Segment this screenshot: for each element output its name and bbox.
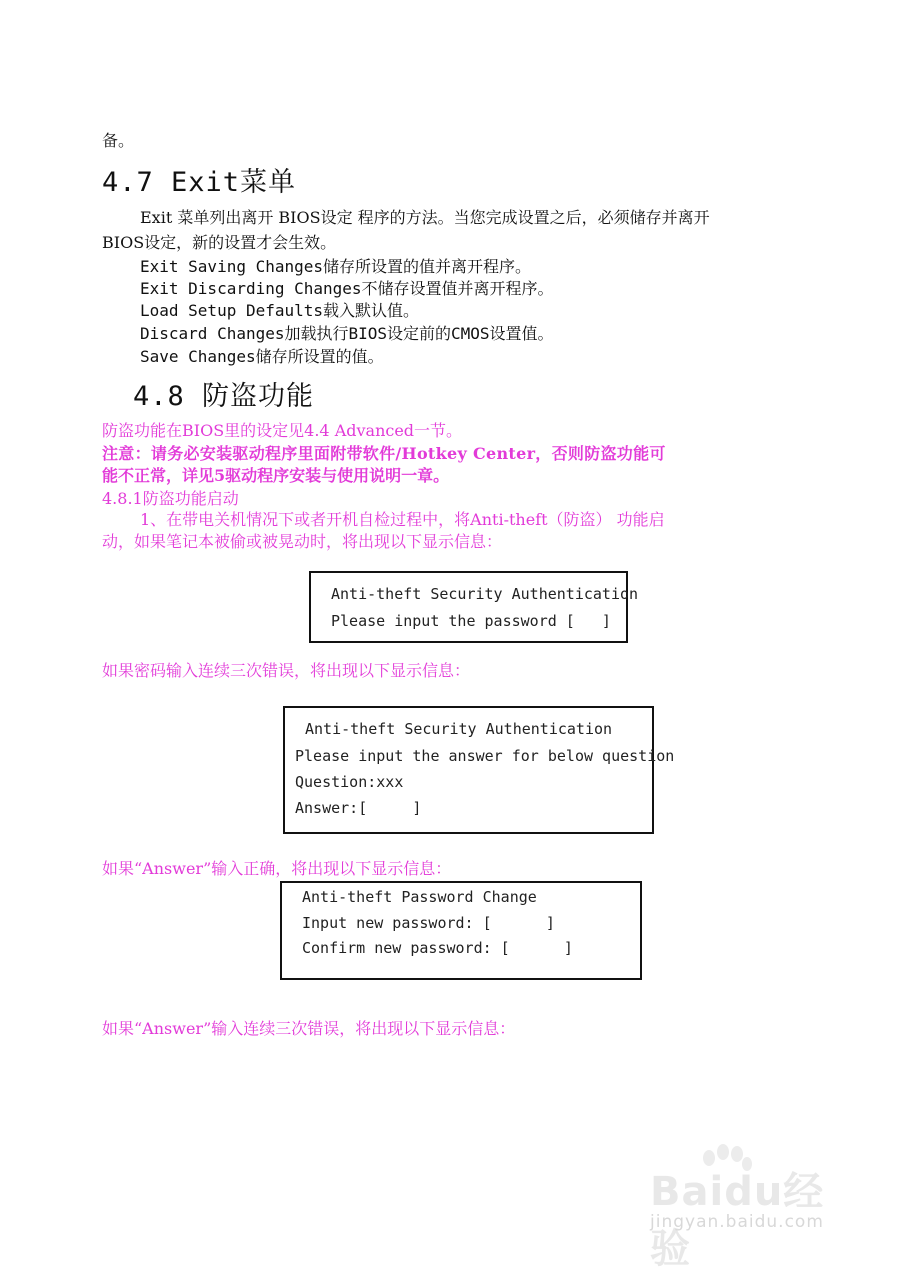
section-4-7-heading: 4.7 Exit菜单 — [102, 167, 297, 198]
option-save-changes: Save Changes储存所设置的值。 — [140, 347, 384, 366]
anti-theft-intro: 防盗功能在BIOS里的设定见4.4 Advanced一节。 — [102, 421, 463, 440]
step-line2: 动，如果笔记本被偷或被晃动时，将出现以下显示信息： — [102, 532, 503, 551]
step-line1: 1、在带电关机情况下或者开机自检过程中，将Anti-theft（防盗） 功能启 — [140, 510, 665, 529]
anti-theft-note-line2: 能不正常，详见5驱动程序安装与使用说明一章。 — [102, 466, 450, 485]
dialog-question: Question:xxx — [295, 773, 404, 791]
option-exit-saving: Exit Saving Changes储存所设置的值并离开程序。 — [140, 257, 532, 276]
dialog-answer-field: Answer:[ ] — [295, 799, 422, 817]
dialog-password-prompt: Please input the password [ ] — [331, 612, 611, 630]
option-exit-discarding: Exit Discarding Changes不储存设置值并离开程序。 — [140, 279, 554, 298]
after-box3-text: 如果“Answer”输入连续三次错误，将出现以下显示信息： — [102, 1019, 516, 1038]
after-box1-text: 如果密码输入连续三次错误，将出现以下显示信息： — [102, 661, 471, 680]
password-change-dialog-box — [280, 881, 642, 980]
page-fragment-text: 备。 — [102, 131, 135, 150]
dialog-title: Anti-theft Password Change — [302, 888, 537, 906]
dialog-title: Anti-theft Security Authentication — [305, 720, 613, 738]
watermark-url: jingyan.baidu.com — [650, 1212, 824, 1232]
option-discard-changes: Discard Changes加载执行BIOS设定前的CMOS设置值。 — [140, 324, 554, 343]
exit-menu-paragraph-line2: BIOS设定，新的设置才会生效。 — [102, 233, 337, 252]
question-dialog-box — [283, 706, 675, 834]
sub-heading-4-8-1: 4.8.1防盗功能启动 — [102, 489, 239, 508]
dialog-answer-prompt: Please input the answer for below question — [295, 747, 675, 765]
anti-theft-note-line1: 注意：请务必安装驱动程序里面附带软件/Hotkey Center，否则防盗功能可 — [102, 444, 666, 463]
exit-menu-paragraph-line1: Exit 菜单列出离开 BIOS设定 程序的方法。当您完成设置之后，必须储存并离开 — [140, 208, 710, 227]
option-load-defaults: Load Setup Defaults载入默认值。 — [140, 301, 420, 320]
baidu-jingyan-watermark — [620, 1140, 840, 1272]
password-dialog-box — [309, 571, 639, 643]
dialog-confirm-password: Confirm new password: [ ] — [302, 939, 573, 957]
after-box2-text: 如果“Answer”输入正确，将出现以下显示信息： — [102, 859, 452, 878]
dialog-new-password: Input new password: [ ] — [302, 914, 555, 932]
dialog-title: Anti-theft Security Authentication — [331, 585, 639, 603]
watermark-logo-text: Baidu经验 — [650, 1169, 825, 1272]
section-4-8-heading: 4.8 防盗功能 — [133, 381, 315, 412]
